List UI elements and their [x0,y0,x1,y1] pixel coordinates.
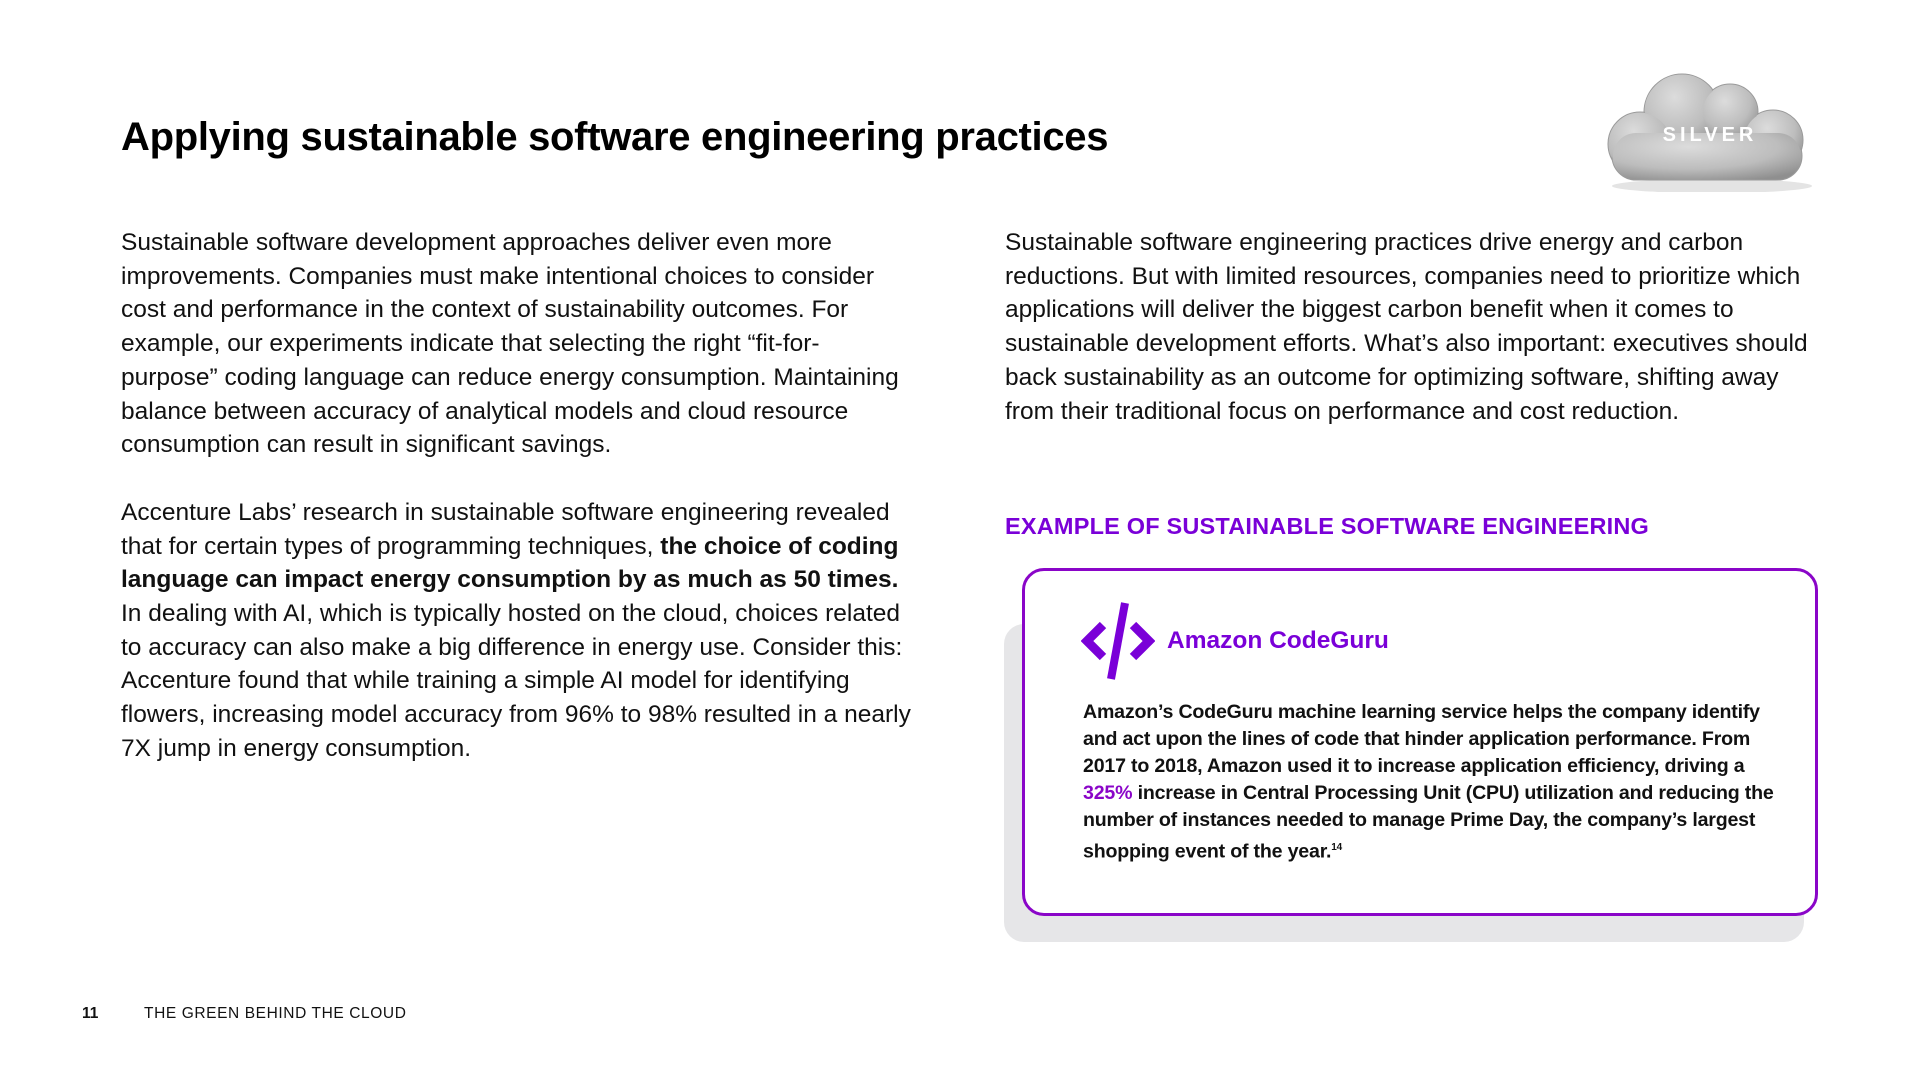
example-card [1022,568,1818,916]
highlight-stat: 325% [1083,782,1133,804]
card-body [1083,699,1783,866]
publication-title: THE GREEN BEHIND THE CLOUD [144,1005,407,1022]
left-paragraph-1: Sustainable software development approaches deliver even more improvements. Companies must make intentional choices to consider cost and performance in the context of sustainability outcomes. For example, our experiments indicate that selecting the right “fit-for-purpose” coding language can reduce energy consumption. Maintaining balance between accuracy of analytical models and cloud resource consumption can result in significant savings. [121,229,899,459]
left-paragraph-2-bold: the choice of coding language can impact energy consumption by as much as 50 times. [121,532,899,594]
page-title: Applying sustainable software engineering practices [121,115,1109,159]
code-icon [1081,601,1155,681]
right-paragraph-1: Sustainable software engineering practices drive energy and carbon reductions. But with limited resources, companies need to prioritize which applications will deliver the biggest carbon benefit when it comes to sustainable development efforts. What’s also important: executives should back sustainability as an outcome for optimizing software, shifting away from their traditional focus on performance and cost reduction. [1005,229,1808,425]
page-number: 11 [82,1005,99,1022]
silver-cloud-badge [1590,62,1830,192]
badge-label: SILVER [1662,124,1758,146]
card-body-end: increase in Central Processing Unit (CPU) utilization and reducing the number of instances needed to manage Prime Day, the company’s largest shopping event of the year. [1083,782,1774,863]
example-heading: EXAMPLE OF SUSTAINABLE SOFTWARE ENGINEERING [1005,513,1650,539]
left-paragraph-2-start: Accenture Labs’ research in sustainable software engineering revealed that for certain types of programming techniques, [121,498,890,560]
card-body-start: Amazon’s CodeGuru machine learning service helps the company identify and act upon the lines of code that hinder application performance. From 2017 to 2018, Amazon used it to increase application efficiency, driving a [1083,701,1760,777]
left-paragraph-2-end: In dealing with AI, which is typically hosted on the cloud, choices related to accuracy can also make a big difference in energy use. Consider this: Accenture found that while training a simple AI model for identifying flowers, increasing model accuracy from 96% to 98% resulted in a nearly 7X jump in energy consumption. [121,600,911,762]
card-title: Amazon CodeGuru [1167,627,1389,654]
left-paragraph-2 [121,496,911,766]
right-column [1005,226,1815,462]
footnote-marker: 14 [1331,842,1343,853]
left-column [121,226,911,800]
